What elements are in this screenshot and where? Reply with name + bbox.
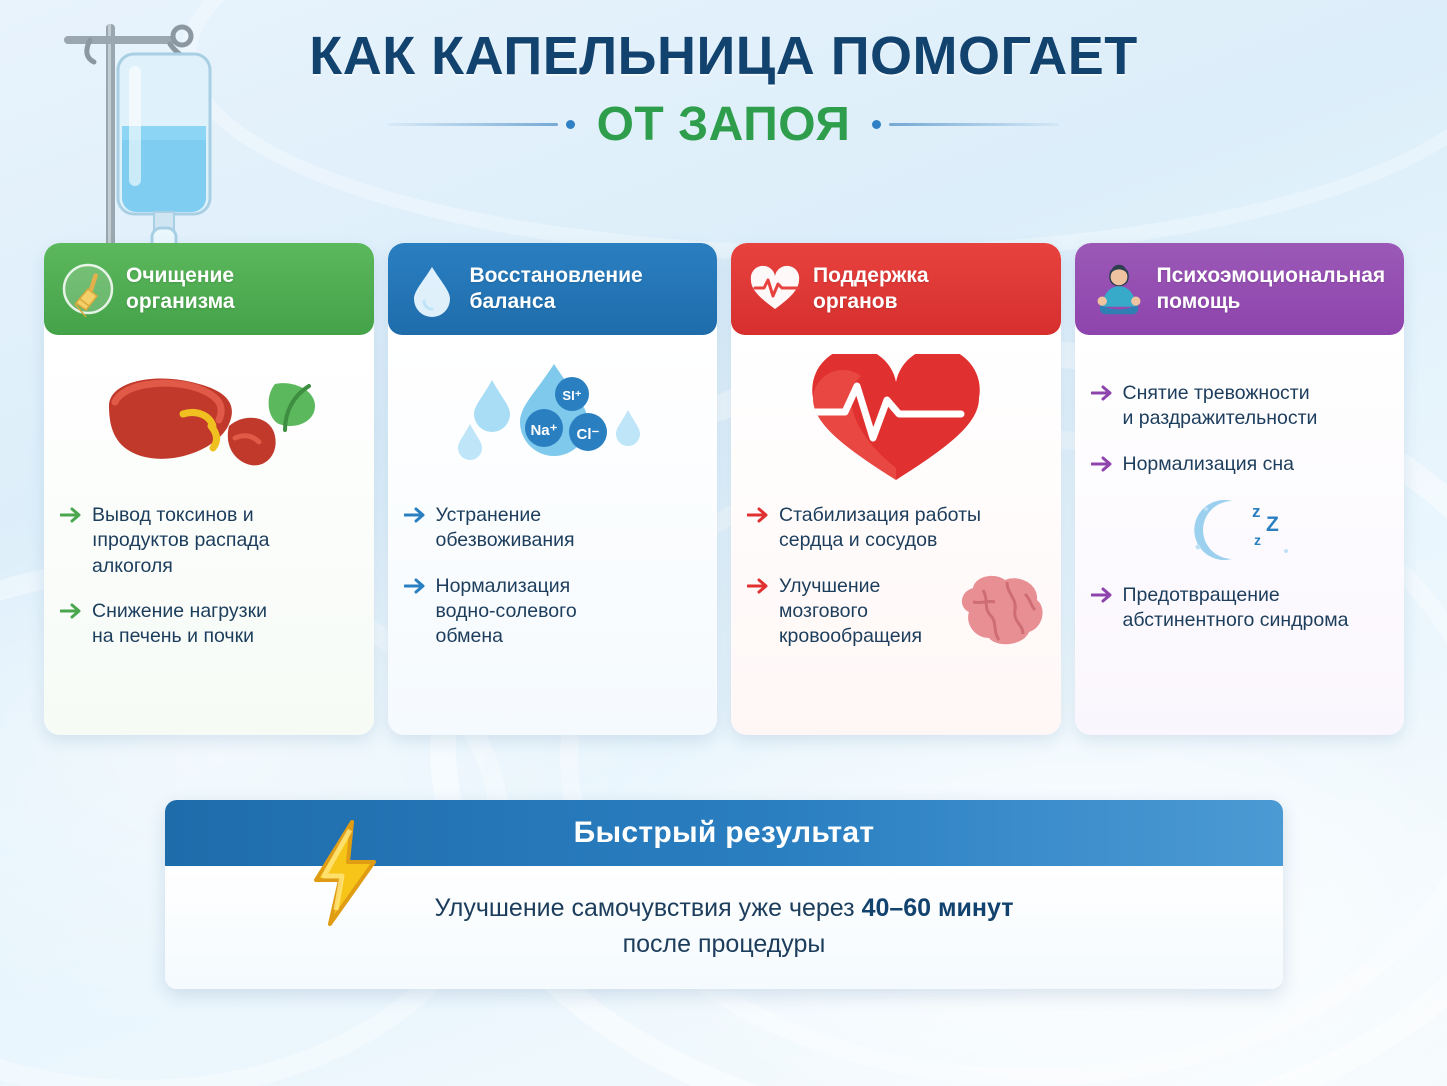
list-item-label: Снижение нагрузки на печень и почки <box>92 600 268 648</box>
card-cleansing-header <box>44 243 374 335</box>
svg-text:Z: Z <box>1266 513 1280 537</box>
list-item <box>1091 381 1389 432</box>
lightning-bolt-icon <box>300 818 390 928</box>
card-organs-body <box>731 335 1061 735</box>
card-psycho-header <box>1075 243 1405 335</box>
card-organs-bullets <box>747 503 1045 650</box>
svg-text:SI⁺: SI⁺ <box>562 388 582 403</box>
card-cleansing-title: Очищение организма <box>126 264 235 313</box>
page-title: КАК КАПЕЛЬНИЦА ПОМОГАЕТ <box>309 26 1138 86</box>
heartbeat-icon <box>747 261 803 317</box>
electrolyte-drops-icon <box>404 349 702 499</box>
list-item-label: Улучшение мозгового кровообращеия <box>779 574 923 648</box>
rule-right <box>872 120 1059 129</box>
arrow-icon <box>747 578 769 599</box>
broom-icon <box>60 261 116 317</box>
list-item <box>60 503 358 579</box>
list-item-label: Устранение обезвоживания <box>435 504 575 552</box>
arrow-icon <box>1091 456 1113 477</box>
fast-result-subtext: после процедуры <box>622 929 826 958</box>
card-cleansing[interactable] <box>44 243 374 735</box>
heart-pulse-icon <box>747 349 1045 499</box>
list-item-label: Вывод токсинов и ıпродуктов распада алкоголя <box>92 504 270 577</box>
list-item <box>60 599 358 650</box>
card-cleansing-bullets <box>60 503 358 650</box>
arrow-icon <box>404 507 426 528</box>
subtitle-row <box>0 97 1447 152</box>
list-item <box>404 574 702 650</box>
svg-text:Cl⁻: Cl⁻ <box>576 426 600 443</box>
svg-text:z: z <box>1252 502 1261 522</box>
list-item-label: Снятие тревожности и раздражительности <box>1122 382 1318 430</box>
poster-header <box>0 28 1447 152</box>
card-balance-title: Восстановление баланса <box>469 264 643 313</box>
list-item-label: Предотвращение абстинентного синдрома <box>1122 584 1349 632</box>
moon-sleep-icon <box>1091 491 1389 569</box>
fast-result-text: Улучшение самочувствия уже через 40–60 минут <box>434 894 1014 922</box>
list-item <box>1091 452 1389 477</box>
card-psycho-bullets <box>1091 381 1389 634</box>
card-cleansing-body <box>44 335 374 735</box>
list-item-label: Стабилизация работы сердца и сосудов <box>779 504 982 552</box>
benefit-cards <box>44 243 1404 735</box>
list-item <box>404 503 702 554</box>
arrow-icon <box>60 603 82 624</box>
page-subtitle: ОТ ЗАПОЯ <box>596 97 851 151</box>
svg-text:Na⁺: Na⁺ <box>530 422 558 439</box>
card-organs-header <box>731 243 1061 335</box>
card-organs[interactable] <box>731 243 1061 735</box>
card-psycho[interactable] <box>1075 243 1405 735</box>
list-item <box>1091 583 1389 634</box>
list-item-label: Нормализация водно-солевого обмена <box>435 574 577 648</box>
fast-result-banner <box>165 800 1283 989</box>
fast-result-title: Быстрый результат <box>165 800 1283 866</box>
card-psycho-title: Психоэмоциональная помощь <box>1156 264 1386 313</box>
card-balance-body <box>388 335 718 735</box>
arrow-icon <box>747 507 769 528</box>
list-item <box>747 503 1045 554</box>
arrow-icon <box>404 578 426 599</box>
liver-kidney-icon <box>60 349 358 499</box>
arrow-icon <box>60 507 82 528</box>
arrow-icon <box>1091 587 1113 608</box>
svg-text:z: z <box>1254 532 1262 549</box>
list-item-label: Нормализация сна <box>1122 452 1294 475</box>
water-drop-icon <box>404 261 460 317</box>
arrow-icon <box>1091 385 1113 406</box>
card-psycho-body <box>1075 335 1405 735</box>
meditating-person-icon <box>1091 261 1147 317</box>
card-balance-header <box>388 243 718 335</box>
brain-icon <box>945 566 1055 661</box>
card-organs-title: Поддержка органов <box>813 264 929 313</box>
card-balance-bullets <box>404 503 702 650</box>
rule-left <box>388 120 575 129</box>
card-balance[interactable] <box>388 243 718 735</box>
